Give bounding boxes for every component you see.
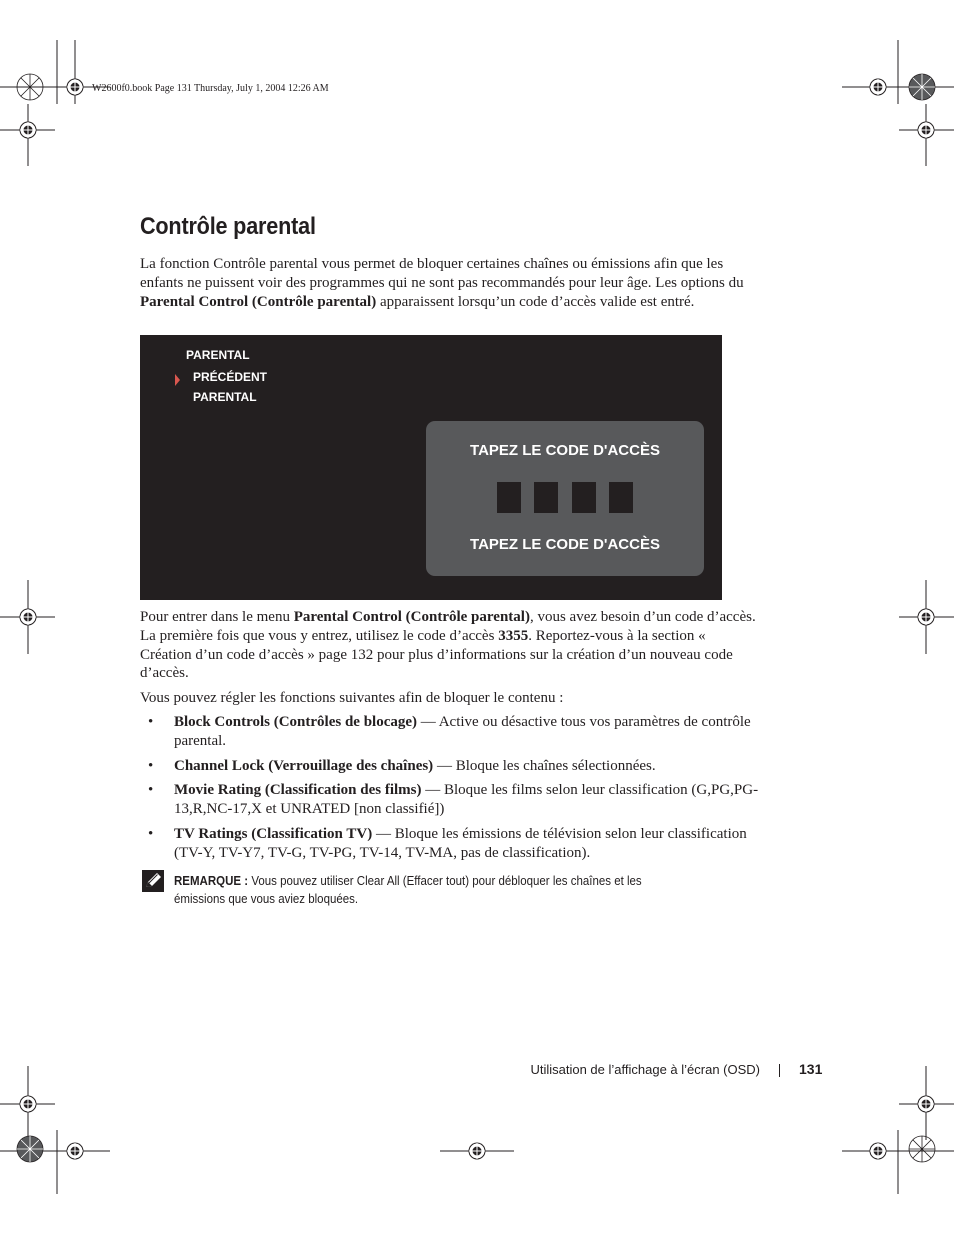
feature-name: TV Ratings (Classification TV) (174, 825, 373, 842)
note-text: Vous pouvez utiliser Clear All (Effacer tout) pour débloquer les chaînes et les émissions que vous aviez bloquées. (174, 874, 642, 906)
intro-bold-term: Parental Control (Contrôle parental) (140, 293, 377, 310)
list-item (140, 781, 770, 819)
note-label: REMARQUE : (174, 874, 249, 888)
code-digit-slot (609, 482, 633, 513)
para2-text-3: . Reportez-vous à la section « Création d’un code d’accès » page 132 pour plus d’informations sur la création d’un nouveau code d’accès. (140, 627, 733, 682)
feature-name: Channel Lock (Verrouillage des chaînes) (174, 757, 434, 774)
print-header-stamp: W2600f0.book Page 131 Thursday, July 1, 2004 12:26 AM (92, 83, 329, 94)
access-code-panel (426, 421, 704, 576)
feature-name: Movie Rating (Classification des films) (174, 782, 422, 799)
code-prompt-bottom: TAPEZ LE CODE D'ACCÈS (470, 536, 660, 553)
code-digit-slot (534, 482, 558, 513)
para2-text-2: , vous avez besoin d’un code d’accès. La première fois que vous y entrez, utilisez le code d’accès (140, 609, 756, 644)
default-access-code: 3355 (498, 627, 529, 644)
bullet: • (148, 825, 154, 842)
list-item (140, 713, 770, 751)
code-digit-slot (572, 482, 596, 513)
list-item (140, 757, 770, 776)
feature-name: Block Controls (Contrôles de blocage) (174, 714, 418, 730)
selection-arrow-icon (175, 374, 180, 386)
page-title: Contrôle parental (140, 213, 316, 240)
para2-text-1: Pour entrer dans le menu (140, 609, 294, 625)
intro-paragraph (140, 255, 760, 311)
osd-menu-title: PARENTAL (186, 348, 250, 362)
code-digit-slot (497, 482, 521, 513)
intro-text-1: La fonction Contrôle parental vous permet de bloquer certaines chaînes ou émissions afin que les enfants ne puissent voir des programmes qui ne sont pas recommandés pour leur âge. Les options du (140, 256, 744, 291)
bullet: • (148, 757, 154, 774)
osd-menu-item-parental: PARENTAL (193, 390, 257, 404)
page-number: 131 (799, 1061, 823, 1077)
feature-desc: — Bloque les chaînes sélectionnées. (433, 757, 656, 774)
list-item (140, 825, 770, 863)
feature-desc: — Bloque les émissions de télévision selon leur classification (TV-Y, TV-Y7, TV-G, TV-PG, TV-14, TV-MA, pas de classification). (174, 825, 747, 861)
osd-menu-item-previous: PRÉCÉDENT (193, 370, 268, 384)
footer-divider (779, 1064, 780, 1077)
features-intro: Vous pouvez régler les fonctions suivantes afin de bloquer le contenu : (140, 690, 564, 706)
note-remark (174, 872, 671, 908)
bullet: • (148, 714, 154, 730)
feature-desc: — Active ou désactive tous vos paramètres de contrôle parental. (174, 714, 751, 749)
access-code-paragraph (140, 608, 760, 683)
feature-list (140, 713, 770, 869)
osd-screenshot (140, 335, 722, 600)
intro-text-2: apparaissent lorsqu’un code d’accès valide est entré. (376, 293, 695, 310)
note-pencil-icon (142, 870, 164, 892)
feature-desc: — Bloque les films selon leur classification (G,PG,PG-13,R,NC-17,X et UNRATED [non classifié]) (174, 782, 759, 818)
footer-section-title: Utilisation de l’affichage à l’écran (OSD) (530, 1062, 760, 1077)
bullet: • (148, 782, 154, 799)
code-prompt-top: TAPEZ LE CODE D'ACCÈS (470, 442, 660, 459)
para2-bold-term: Parental Control (Contrôle parental) (293, 609, 530, 625)
